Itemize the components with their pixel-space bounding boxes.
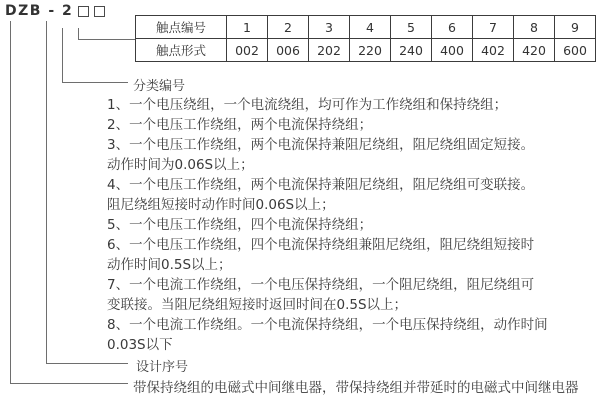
contact-form-cell: 002 [227, 39, 268, 62]
model-digit-box-2 [94, 6, 105, 17]
classification-line-1: 1、一个电压绕组，一个电流绕组，均可作为工作绕组和保持绕组； [107, 97, 508, 113]
contact-number-cell: 8 [514, 16, 555, 39]
contact-number-cell: 5 [391, 16, 432, 39]
classification-line-6-cont: 动作时间0.5S以上； [107, 257, 232, 273]
classification-line-3-cont: 动作时间为0.06S以上； [107, 157, 254, 173]
classification-line-6: 6、一个电压工作绕组，四个电流保持绕组兼阻尼绕组，阻尼绕组短接时 [107, 237, 535, 253]
contact-number-cell: 7 [473, 16, 514, 39]
contact-form-cell: 402 [473, 39, 514, 62]
contact-number-cell: 3 [309, 16, 350, 39]
classification-line-8: 8、一个电流工作绕组。一个电流保持绕组，一个电压保持绕组，动作时间 [107, 317, 548, 333]
contact-number-cell: 4 [350, 16, 391, 39]
classification-line-4: 4、一个电压工作绕组，两个电流保持兼阻尼绕组，阻尼绕组可变联接。 [107, 177, 535, 193]
design-serial-label: 设计序号 [136, 360, 189, 375]
contact-form-header: 触点形式 [136, 39, 227, 62]
classification-line-4-cont: 阻尼绕组短接时动作时间0.06S以上； [107, 197, 335, 213]
classification-line-3: 3、一个电压工作绕组，两个电流保持兼阻尼绕组，阻尼绕组固定短接。 [107, 137, 535, 153]
relay-description: 带保持绕组的电磁式中间继电器，带保持绕组并带延时的电磁式中间继电器 [133, 380, 579, 396]
classification-line-5: 5、一个电压工作绕组，四个电流保持绕组； [107, 217, 373, 233]
contact-number-cell: 6 [432, 16, 473, 39]
contact-table [135, 15, 596, 62]
contact-form-row [136, 39, 596, 62]
classification-list [107, 95, 592, 355]
contact-form-cell: 220 [350, 39, 391, 62]
contact-form-cell: 420 [514, 39, 555, 62]
contact-form-cell: 400 [432, 39, 473, 62]
contact-form-cell: 006 [268, 39, 309, 62]
model-code-text: DZB - 2 [5, 3, 74, 19]
classification-label: 分类编号 [133, 79, 186, 94]
model-digit-box-1 [78, 6, 89, 17]
classification-line-7-cont: 变联接。当阻尼绕组短接时返回时间在0.5S以上； [107, 297, 408, 313]
classification-line-2: 2、一个电压工作绕组，两个电流保持绕组； [107, 117, 373, 133]
classification-line-7: 7、一个电流工作绕组，一个电压保持绕组，一个阻尼绕组，阻尼绕组可 [107, 277, 535, 293]
classification-line-8-cont: 0.03S以下 [107, 337, 173, 353]
contact-number-row [136, 16, 596, 39]
contact-number-cell: 9 [555, 16, 596, 39]
contact-form-cell: 202 [309, 39, 350, 62]
contact-form-cell: 240 [391, 39, 432, 62]
model-code [5, 3, 105, 19]
contact-number-cell: 1 [227, 16, 268, 39]
contact-form-cell: 600 [555, 39, 596, 62]
connector-contact-table [78, 28, 136, 40]
contact-number-cell: 2 [268, 16, 309, 39]
contact-number-header: 触点编号 [136, 16, 227, 39]
